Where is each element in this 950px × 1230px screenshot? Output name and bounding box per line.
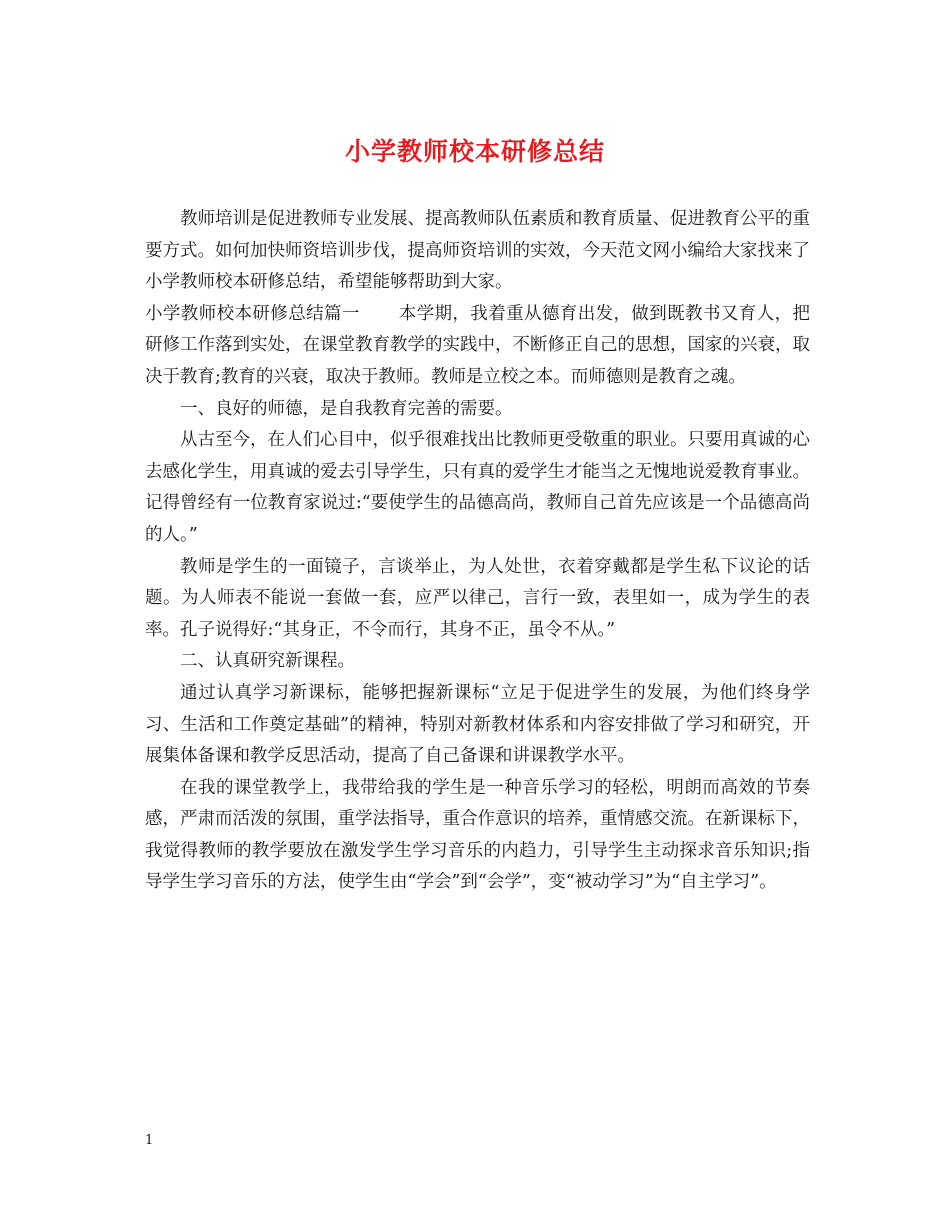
paragraph-curriculum: 通过认真学习新课标，能够把握新课标“立足于促进学生的发展，为他们终身学习、生活和工作奠定基础”的精神，特别对新教材体系和内容安排做了学习和研究，开展集体备课和教学反思活动，提高了自己备课和讲课教学水平。 [145,682,810,767]
paragraph-mirror: 教师是学生的一面镜子，言谈举止，为人处世，衣着穿戴都是学生私下议论的话题。为人师表不能说一套做一套，应严以律己，言行一致，表里如一，成为学生的表率。孔子说得好:“其身正，不令而行，其身不正，虽令不从。” [145,556,810,640]
page-number: 1 [145,1133,154,1148]
paragraph-classroom: 在我的课堂教学上，我带给我的学生是一种音乐学习的轻松，明朗而高效的节奏感，严肃而活泼的氛围，重学法指导，重合作意识的培养，重情感交流。在新课标下，我觉得教师的教学要放在激发学生学习音乐的内趋力，引导学生主动探求音乐知识;指导学生学习音乐的方法，使学生由“学会”到“会学”，变“被动学习”为“自主学习”。 [145,777,810,893]
paragraph-respect: 从古至今，在人们心目中，似乎很难找出比教师更受敬重的职业。只要用真诚的心去感化学生，用真诚的爱去引导学生，只有真的爱学生才能当之无愧地说爱教育事业。记得曾经有一位教育家说过:“要使学生的品德高尚，教师自己首先应该是一个品德高尚的人。” [145,430,810,545]
subheading-ethics: 一、良好的师德，是自我教育完善的需要。 [180,398,513,419]
document-title: 小学教师校本研修总结 [344,137,605,166]
intro-paragraph: 教师培训是促进教师专业发展、提高教师队伍素质和教育质量、促进教育公平的重要方式。如何加快师资培训步伐，提高师资培训的实效，今天范文网小编给大家找来了小学教师校本研修总结，希望能够帮助到大家。 [145,209,810,293]
section-one-heading: 小学教师校本研修总结篇一 [145,303,360,324]
subheading-curriculum: 二、认真研究新课程。 [180,651,355,672]
section-one-text: 本学期，我着重从德育出发，做到既教书又育人，把研修工作落到实处，在课堂教育教学的实践中，不断修正自己的思想，国家的兴衰，取决于教育;教育的兴衰，取决于教师。教师是立校之本。而师德则是教育之魂。 [145,303,811,387]
section-one-paragraph [145,299,810,394]
document-body [145,204,810,899]
